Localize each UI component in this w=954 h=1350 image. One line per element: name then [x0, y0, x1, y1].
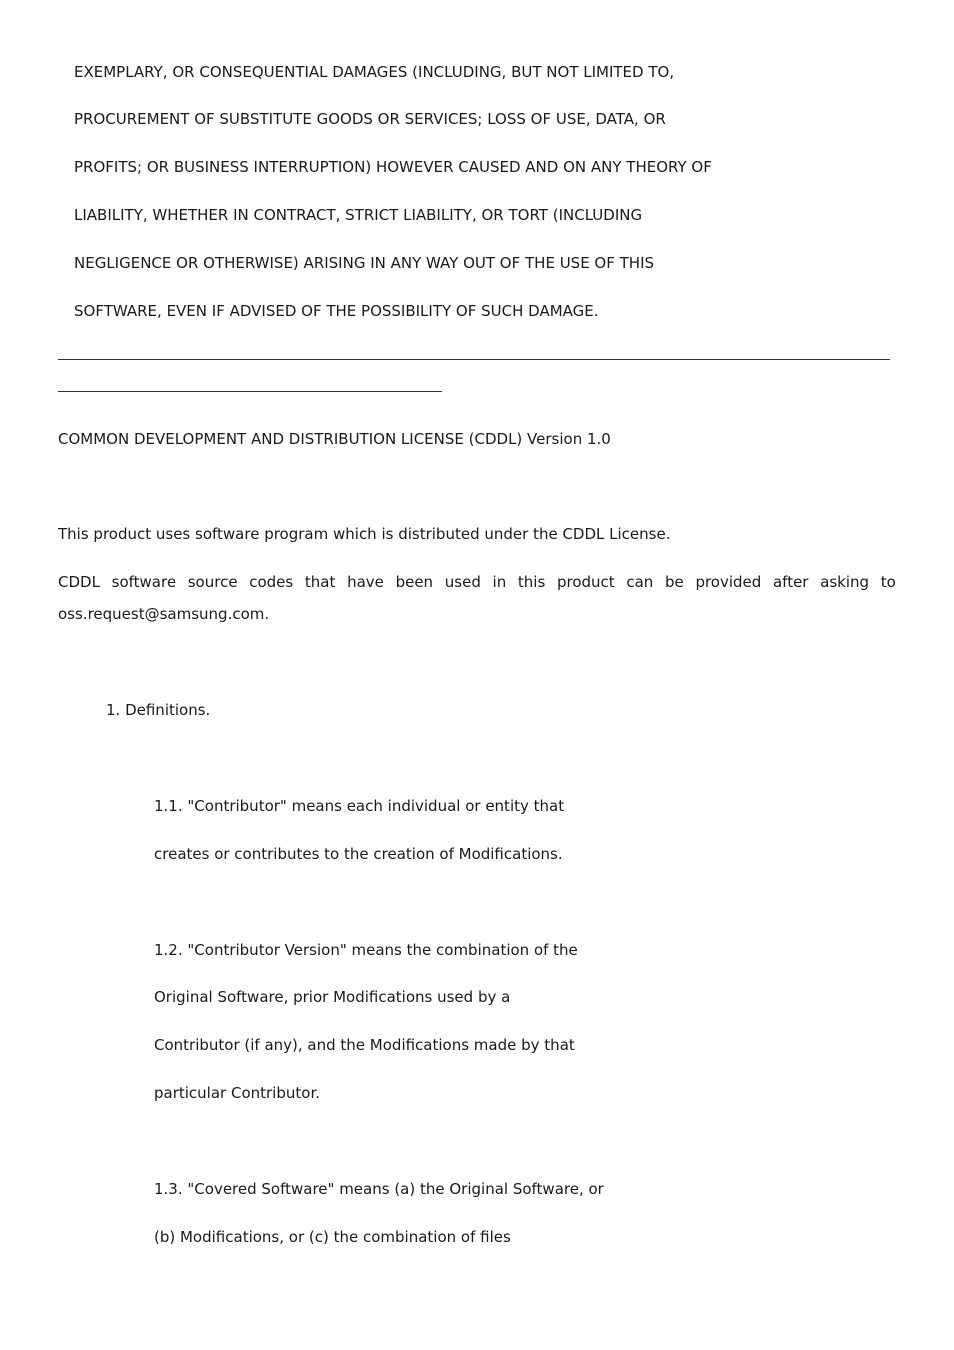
intro-word: that — [304, 573, 336, 591]
intro-line: This product uses software program which is distributed under the CDDL License. — [58, 525, 671, 543]
definition-line: Original Software, prior Modifications used by a — [154, 988, 511, 1006]
intro-word: CDDL — [58, 573, 100, 591]
section-heading: 1. Definitions. — [106, 701, 211, 719]
intro-word: have — [347, 573, 384, 591]
intro-word: this — [517, 573, 546, 591]
definition-line: 1.1. "Contributor" means each individual or entity that — [154, 797, 565, 815]
definition-line: creates or contributes to the creation of Modifications. — [154, 845, 563, 863]
intro-word: used — [444, 573, 481, 591]
intro-word: software — [111, 573, 177, 591]
intro-word: product — [556, 573, 615, 591]
intro-word: codes — [249, 573, 294, 591]
definition-line: Contributor (if any), and the Modifications made by that — [154, 1036, 575, 1054]
intro-word: can — [626, 573, 654, 591]
intro-word: been — [395, 573, 434, 591]
license-title: COMMON DEVELOPMENT AND DISTRIBUTION LICENSE (CDDL) Version 1.0 — [58, 430, 611, 448]
contact-email: oss.request@samsung.com. — [58, 605, 270, 623]
intro-word: be — [665, 573, 684, 591]
separator-rule — [58, 359, 890, 360]
intro-word: in — [492, 573, 507, 591]
disclaimer-line: PROCUREMENT OF SUBSTITUTE GOODS OR SERVICES; LOSS OF USE, DATA, OR — [74, 110, 666, 128]
definition-line: 1.3. "Covered Software" means (a) the Original Software, or — [154, 1180, 604, 1198]
definition-line: 1.2. "Contributor Version" means the combination of the — [154, 941, 578, 959]
disclaimer-line: LIABILITY, WHETHER IN CONTRACT, STRICT LIABILITY, OR TORT (INCLUDING — [74, 206, 643, 224]
disclaimer-line: NEGLIGENCE OR OTHERWISE) ARISING IN ANY WAY OUT OF THE USE OF THIS — [74, 254, 655, 272]
definition-line: particular Contributor. — [154, 1084, 320, 1102]
intro-justified-line — [58, 572, 896, 592]
disclaimer-line: PROFITS; OR BUSINESS INTERRUPTION) HOWEVER CAUSED AND ON ANY THEORY OF — [74, 158, 712, 176]
intro-word: to — [880, 573, 896, 591]
disclaimer-line: EXEMPLARY, OR CONSEQUENTIAL DAMAGES (INCLUDING, BUT NOT LIMITED TO, — [74, 63, 675, 81]
intro-word: provided — [695, 573, 762, 591]
intro-word: after — [772, 573, 809, 591]
intro-word: asking — [820, 573, 870, 591]
disclaimer-line: SOFTWARE, EVEN IF ADVISED OF THE POSSIBILITY OF SUCH DAMAGE. — [74, 302, 599, 320]
definition-line: (b) Modifications, or (c) the combination of files — [154, 1228, 511, 1246]
separator-rule-short — [58, 391, 442, 392]
intro-word: source — [187, 573, 238, 591]
